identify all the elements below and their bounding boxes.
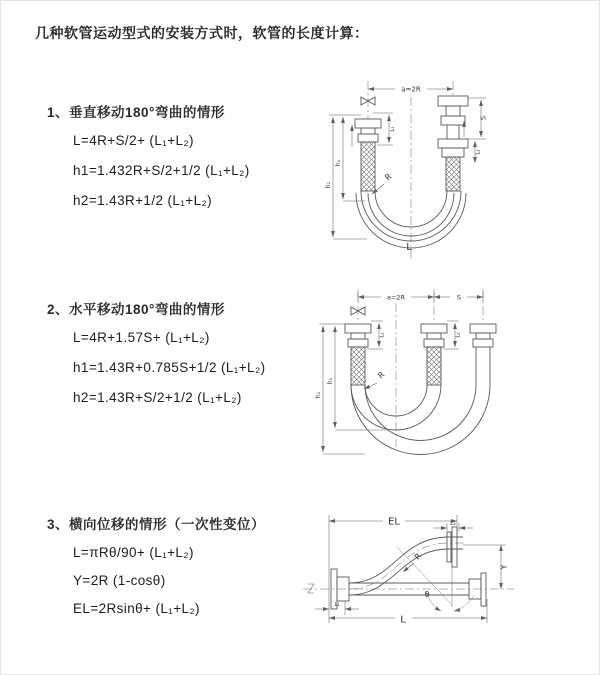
length-label: L: [400, 614, 406, 626]
s-curve-hose: [349, 527, 463, 595]
dim-label-h1: h₁: [327, 377, 334, 385]
dimension-l1: [367, 321, 386, 349]
radius-label: R: [412, 551, 424, 562]
dimension-l2: [433, 520, 473, 531]
section-3-formulas: [73, 542, 265, 626]
formula-L: L=4R+1.57S+ (L₁+L₂): [73, 330, 210, 345]
section-2-formulas: [73, 327, 265, 417]
dim-label-l2: L₂: [450, 520, 456, 527]
diagram-lateral-displacement: [299, 497, 599, 649]
angle-theta: [397, 529, 475, 611]
middle-hose-end: [421, 324, 447, 385]
dim-label-s: S: [479, 115, 488, 121]
u-bend-hose: [351, 385, 490, 455]
dim-label-h2: h₂: [325, 181, 332, 189]
dimension-l: [329, 599, 487, 626]
dimension-a2r: [358, 292, 483, 302]
dimension-a2r: [368, 86, 453, 94]
angle-label: θ: [424, 590, 430, 599]
section-lateral-displacement: [47, 513, 265, 626]
length-label: L: [406, 242, 412, 253]
section-1-heading: 1、垂直移动180°弯曲的情形: [47, 105, 225, 120]
dim-label-s: S: [456, 293, 462, 302]
dim-label-l2: L₂: [475, 149, 482, 155]
straight-pipe-original: [349, 573, 486, 606]
radius-callout: [364, 370, 387, 389]
dim-label-a2r: a=2R: [401, 85, 421, 94]
dim-label-el: EL: [388, 516, 400, 528]
section-horizontal-move: [47, 298, 265, 417]
dim-label-y: Y: [499, 564, 509, 570]
formula-h1: h1=1.43R+0.785S+1/2 (L₁+L₂): [73, 360, 266, 375]
section-vertical-move: [47, 101, 250, 220]
document-title: 几种软管运动型式的安装方式时，软管的长度计算：: [35, 25, 369, 41]
section-2-heading: 2、水平移动180°弯曲的情形: [47, 302, 225, 317]
formula-h1: h1=1.432R+S/2+1/2 (L₁+L₂): [73, 163, 250, 178]
section-3-heading: 3、横向位移的情形（一次性变位）: [47, 517, 266, 532]
dimension-s: [434, 294, 483, 302]
formula-h2: h2=1.43R+1/2 (L₁+L₂): [73, 193, 213, 208]
radius-callout: [403, 551, 423, 572]
dimension-el: [329, 515, 457, 623]
formula-L: L=πRθ/90+ (L₁+L₂): [73, 545, 194, 560]
centerlines: [368, 81, 453, 259]
diagram-vertical-u-bend: [309, 67, 600, 267]
dimension-l2: [475, 141, 482, 163]
formula-L: L=4R+S/2+ (L₁+L₂): [73, 133, 194, 148]
dim-label-l2: L₂: [455, 332, 462, 338]
dimension-s: [468, 98, 488, 139]
dim-label-h2: h₂: [315, 391, 322, 399]
radius-label: R: [383, 171, 394, 183]
moved-hose-end: [470, 324, 496, 385]
dimension-h2: [315, 326, 365, 454]
section-1-formulas: [73, 130, 250, 220]
dim-label-l1: L₁: [390, 126, 396, 132]
centerline-symbol: [308, 584, 314, 593]
dimension-l2: [443, 321, 462, 349]
formula-EL: EL=2Rsinθ+ (L₁+L₂): [73, 601, 200, 616]
formula-h2: h2=1.43R+S/2+1/2 (L₁+L₂): [73, 390, 242, 405]
radius-label: R: [376, 369, 387, 381]
formula-Y: Y=2R (1-cosθ): [73, 573, 166, 588]
dim-label-h1: h₁: [335, 159, 342, 167]
right-hose-end: [438, 96, 468, 191]
dim-label-a2r: a=2R: [386, 293, 406, 302]
dim-label-l1: L₁: [379, 332, 386, 338]
diagram-horizontal-u-bend: [309, 277, 600, 467]
left-hose-end: [345, 324, 371, 385]
dim-label-l1: L₁: [334, 602, 340, 608]
